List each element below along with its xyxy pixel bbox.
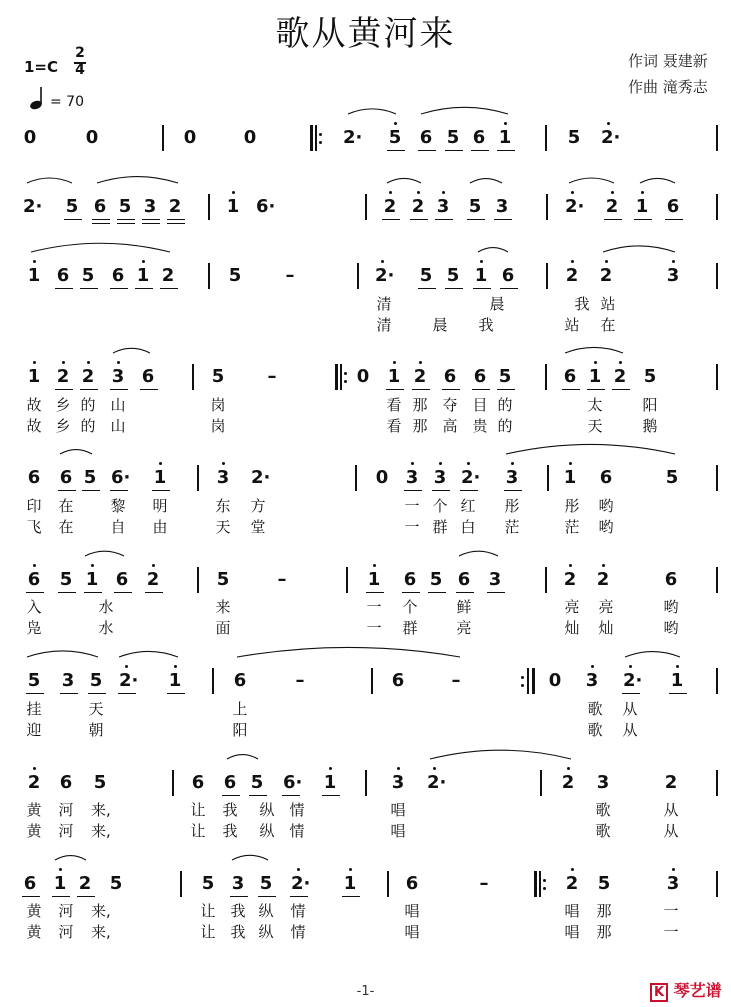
lyric-syllable: 纵 bbox=[258, 902, 274, 920]
jianpu-note: 5 bbox=[65, 196, 79, 217]
slur-arc bbox=[31, 243, 170, 252]
slur-arc bbox=[421, 107, 508, 114]
jianpu-note: – bbox=[479, 873, 489, 894]
lyric-syllable: 面 bbox=[215, 619, 231, 637]
jianpu-note: 5 bbox=[81, 265, 95, 286]
lyric-syllable: 灿 bbox=[598, 619, 614, 637]
jianpu-note: 2 bbox=[78, 873, 92, 894]
jianpu-note: 2· bbox=[601, 127, 621, 148]
jianpu-note: 6 bbox=[599, 467, 613, 488]
jianpu-note: 2 bbox=[413, 366, 427, 387]
lyric-syllable: 一 bbox=[663, 902, 679, 920]
lyric-syllable: 山 bbox=[110, 417, 126, 435]
jianpu-note: 2 bbox=[565, 265, 579, 286]
lyric-syllable: 天 bbox=[88, 700, 104, 718]
jianpu-note: 0 bbox=[85, 127, 99, 148]
jianpu-note: 1 bbox=[53, 873, 67, 894]
lyric-syllable: 太 bbox=[587, 396, 603, 414]
lyric-syllable: 唱 bbox=[390, 801, 406, 819]
jianpu-note: 3 bbox=[61, 670, 75, 691]
lyric-syllable: 让 bbox=[190, 801, 206, 819]
lyric-syllable: 的 bbox=[80, 417, 96, 435]
jianpu-note: 0 bbox=[356, 366, 370, 387]
lyric-syllable: 鲜 bbox=[456, 598, 472, 616]
jianpu-note: – bbox=[267, 366, 277, 387]
jianpu-note: 6 bbox=[403, 569, 417, 590]
jianpu-note: 5 bbox=[446, 265, 460, 286]
jianpu-note: 3 bbox=[596, 772, 610, 793]
lyric-syllable: 看 bbox=[386, 396, 402, 414]
lyric-syllable: 我 bbox=[230, 902, 246, 920]
lyric-syllable: 河 bbox=[58, 902, 74, 920]
lyric-syllable: 茫 bbox=[504, 518, 520, 536]
jianpu-note: 3 bbox=[391, 772, 405, 793]
slur-arc bbox=[27, 651, 98, 657]
lyric-syllable: 个 bbox=[432, 497, 448, 515]
lyric-syllable: 从 bbox=[622, 721, 638, 739]
jianpu-note: 5 bbox=[211, 366, 225, 387]
lyric-syllable: 晨 bbox=[489, 295, 505, 313]
jianpu-note: 6· bbox=[256, 196, 276, 217]
jianpu-note: 6 bbox=[472, 127, 486, 148]
jianpu-note: 5 bbox=[89, 670, 103, 691]
jianpu-note: 1 bbox=[367, 569, 381, 590]
lyric-syllable: 来, bbox=[91, 923, 111, 941]
jianpu-note: 2 bbox=[168, 196, 182, 217]
lyric-syllable: 在 bbox=[58, 518, 74, 536]
lyric-syllable: 天 bbox=[587, 417, 603, 435]
jianpu-note: 1 bbox=[226, 196, 240, 217]
jianpu-note: 6 bbox=[59, 772, 73, 793]
slur-arc bbox=[85, 551, 124, 556]
lyric-syllable: 天 bbox=[215, 518, 231, 536]
lyric-syllable: 一 bbox=[366, 598, 382, 616]
lyric-syllable: 那 bbox=[596, 902, 612, 920]
lyric-syllable: 站 bbox=[600, 295, 616, 313]
lyric-syllable: 来, bbox=[91, 822, 111, 840]
jianpu-note: 5 bbox=[429, 569, 443, 590]
lyric-syllable: 纵 bbox=[258, 923, 274, 941]
lyric-syllable: 亮 bbox=[598, 598, 614, 616]
jianpu-note: 0 bbox=[243, 127, 257, 148]
jianpu-note: 6· bbox=[283, 772, 303, 793]
site-logo bbox=[650, 978, 722, 1001]
jianpu-note: 6 bbox=[563, 366, 577, 387]
lyric-syllable: 黄 bbox=[26, 902, 42, 920]
lyric-syllable: 歌 bbox=[595, 801, 611, 819]
jianpu-note: 2 bbox=[27, 772, 41, 793]
jianpu-note: 2 bbox=[605, 196, 619, 217]
lyric-syllable: 来, bbox=[91, 801, 111, 819]
slur-arc bbox=[387, 178, 421, 183]
lyric-syllable: 由 bbox=[152, 518, 168, 536]
jianpu-note: 5 bbox=[567, 127, 581, 148]
lyric-syllable: 情 bbox=[290, 923, 306, 941]
lyric-syllable: 的 bbox=[80, 396, 96, 414]
jianpu-note: 2· bbox=[251, 467, 271, 488]
slur-arc bbox=[232, 855, 268, 860]
lyric-syllable: 阳 bbox=[642, 396, 658, 414]
lyric-syllable: 水 bbox=[98, 619, 114, 637]
lyric-syllable: 让 bbox=[200, 902, 216, 920]
lyric-syllable: 高 bbox=[442, 417, 458, 435]
lyric-syllable: 飞 bbox=[26, 518, 42, 536]
jianpu-note: 1 bbox=[27, 366, 41, 387]
lyric-syllable: 站 bbox=[564, 316, 580, 334]
jianpu-note: 5 bbox=[388, 127, 402, 148]
jianpu-note: 5 bbox=[59, 569, 73, 590]
lyric-syllable: 从 bbox=[622, 700, 638, 718]
slur-arc bbox=[113, 348, 150, 353]
song-title: 歌从黄河来 bbox=[275, 14, 456, 54]
jianpu-note: 2· bbox=[565, 196, 585, 217]
lyric-syllable: 我 bbox=[222, 822, 238, 840]
lyric-syllable: 我 bbox=[478, 316, 494, 334]
lyric-syllable: 亮 bbox=[456, 619, 472, 637]
jianpu-note: 2· bbox=[23, 196, 43, 217]
lyric-syllable: 唱 bbox=[404, 902, 420, 920]
jianpu-note: 5 bbox=[228, 265, 242, 286]
slur-arc bbox=[119, 651, 178, 657]
slur-arc bbox=[470, 179, 502, 183]
jianpu-note: 3 bbox=[436, 196, 450, 217]
jianpu-note: 2 bbox=[664, 772, 678, 793]
lyric-syllable: 在 bbox=[58, 497, 74, 515]
lyric-syllable: 彤 bbox=[504, 497, 520, 515]
jianpu-note: 5 bbox=[665, 467, 679, 488]
jianpu-note: 1 bbox=[168, 670, 182, 691]
jianpu-note: 5 bbox=[201, 873, 215, 894]
lyric-syllable: 情 bbox=[289, 822, 305, 840]
slur-arc bbox=[506, 444, 675, 454]
jianpu-note: 5 bbox=[597, 873, 611, 894]
jianpu-note: – bbox=[295, 670, 305, 691]
slur-arc bbox=[640, 178, 675, 183]
lyric-syllable: 群 bbox=[432, 518, 448, 536]
lyric-syllable: 岗 bbox=[210, 396, 226, 414]
jianpu-note: 6 bbox=[443, 366, 457, 387]
jianpu-note: 6 bbox=[473, 366, 487, 387]
lyricist-credit: 作词 聂建新 bbox=[628, 52, 708, 70]
slur-arc bbox=[97, 177, 178, 183]
jianpu-note: 1 bbox=[343, 873, 357, 894]
jianpu-note: 1 bbox=[85, 569, 99, 590]
jianpu-note: 5 bbox=[109, 873, 123, 894]
lyric-syllable: 鹅 bbox=[642, 417, 658, 435]
lyric-syllable: 河 bbox=[58, 923, 74, 941]
lyric-syllable: 歌 bbox=[587, 700, 603, 718]
lyric-syllable: 方 bbox=[250, 497, 266, 515]
lyric-syllable: 纵 bbox=[259, 822, 275, 840]
lyric-syllable: 黎 bbox=[110, 497, 126, 515]
logo-text: 琴艺谱 bbox=[673, 981, 722, 1000]
jianpu-note: 1 bbox=[323, 772, 337, 793]
jianpu-note: 2 bbox=[56, 366, 70, 387]
lyric-syllable: 印 bbox=[26, 497, 42, 515]
lyric-syllable: 白 bbox=[460, 518, 476, 536]
jianpu-note: 5 bbox=[216, 569, 230, 590]
jianpu-note: – bbox=[451, 670, 461, 691]
lyric-syllable: 黄 bbox=[26, 923, 42, 941]
jianpu-note: 2· bbox=[427, 772, 447, 793]
jianpu-note: 6 bbox=[56, 265, 70, 286]
composer-credit: 作曲 滝秀志 bbox=[628, 78, 708, 96]
jianpu-note: 6 bbox=[664, 569, 678, 590]
lyric-syllable: 乡 bbox=[55, 396, 71, 414]
slur-arc bbox=[237, 647, 460, 657]
slur-arc bbox=[60, 450, 92, 454]
lyric-syllable: 的 bbox=[497, 396, 513, 414]
jianpu-note: 1 bbox=[563, 467, 577, 488]
jianpu-note: 3 bbox=[143, 196, 157, 217]
lyric-syllable: 我 bbox=[230, 923, 246, 941]
slur-arc bbox=[55, 856, 86, 860]
jianpu-note: 1 bbox=[153, 467, 167, 488]
lyric-syllable: 看 bbox=[386, 417, 402, 435]
jianpu-note: 0 bbox=[548, 670, 562, 691]
slur-arc bbox=[227, 755, 258, 759]
jianpu-note: 1 bbox=[670, 670, 684, 691]
lyric-syllable: 彤 bbox=[564, 497, 580, 515]
slur-arc bbox=[569, 178, 614, 183]
jianpu-note: 5 bbox=[250, 772, 264, 793]
lyric-syllable: 从 bbox=[663, 822, 679, 840]
page-number: -1- bbox=[356, 984, 375, 999]
lyric-syllable: 阳 bbox=[232, 721, 248, 739]
lyric-syllable: 歌 bbox=[587, 721, 603, 739]
jianpu-note: 6 bbox=[141, 366, 155, 387]
jianpu-note: 5 bbox=[27, 670, 41, 691]
lyric-syllable: 夺 bbox=[442, 396, 458, 414]
lyric-syllable: 茫 bbox=[564, 518, 580, 536]
jianpu-note: 2· bbox=[461, 467, 481, 488]
lyric-syllable: 一 bbox=[366, 619, 382, 637]
jianpu-note: 6 bbox=[419, 127, 433, 148]
lyric-syllable: 目 bbox=[472, 396, 488, 414]
jianpu-note: 5 bbox=[468, 196, 482, 217]
lyric-syllable: 河 bbox=[58, 801, 74, 819]
jianpu-note: 2 bbox=[563, 569, 577, 590]
jianpu-note: 3 bbox=[488, 569, 502, 590]
lyric-syllable: 从 bbox=[663, 801, 679, 819]
lyric-syllable: 一 bbox=[404, 497, 420, 515]
jianpu-note: 2 bbox=[383, 196, 397, 217]
lyric-syllable: 上 bbox=[232, 700, 248, 718]
lyric-syllable: 明 bbox=[152, 497, 168, 515]
jianpu-note: 2 bbox=[411, 196, 425, 217]
jianpu-note: 5 bbox=[259, 873, 273, 894]
lyric-syllable: 河 bbox=[58, 822, 74, 840]
lyric-syllable: 情 bbox=[289, 801, 305, 819]
time-signature-top: 2 bbox=[75, 45, 85, 61]
lyric-syllable: 哟 bbox=[598, 518, 614, 536]
lyric-syllable: 凫 bbox=[26, 619, 42, 637]
lyric-syllable: 乡 bbox=[55, 417, 71, 435]
jianpu-note: 6 bbox=[115, 569, 129, 590]
time-signature-bottom: 4 bbox=[75, 62, 85, 78]
slur-arc bbox=[565, 347, 623, 353]
lyric-syllable: 清 bbox=[376, 295, 392, 313]
lyric-syllable: 唱 bbox=[390, 822, 406, 840]
lyric-syllable: 哟 bbox=[663, 598, 679, 616]
jianpu-note: 2 bbox=[161, 265, 175, 286]
lyric-syllable: 唱 bbox=[564, 923, 580, 941]
jianpu-note: 1 bbox=[387, 366, 401, 387]
lyric-syllable: 灿 bbox=[564, 619, 580, 637]
jianpu-note: 1 bbox=[588, 366, 602, 387]
lyric-syllable: 自 bbox=[110, 518, 126, 536]
jianpu-note: 6 bbox=[233, 670, 247, 691]
logo-mark-icon: K bbox=[650, 983, 668, 1002]
lyric-syllable: 那 bbox=[412, 396, 428, 414]
jianpu-note: 2 bbox=[565, 873, 579, 894]
lyric-syllable: 故 bbox=[26, 396, 42, 414]
lyric-syllable: 黄 bbox=[26, 822, 42, 840]
jianpu-note: 2 bbox=[596, 569, 610, 590]
jianpu-note: 6 bbox=[405, 873, 419, 894]
jianpu-note: 6 bbox=[93, 196, 107, 217]
lyric-syllable: 贵 bbox=[472, 417, 488, 435]
lyric-syllable: 入 bbox=[26, 598, 42, 616]
lyric-syllable: 让 bbox=[190, 822, 206, 840]
jianpu-note: 1 bbox=[474, 265, 488, 286]
tempo-marking: = 70 bbox=[50, 94, 84, 110]
jianpu-note: 3 bbox=[666, 873, 680, 894]
slur-arc bbox=[625, 652, 680, 657]
jianpu-note: 3 bbox=[585, 670, 599, 691]
jianpu-note: – bbox=[285, 265, 295, 286]
key-signature: 1=C bbox=[24, 58, 59, 76]
slur-arc bbox=[459, 551, 498, 556]
jianpu-note: 1 bbox=[498, 127, 512, 148]
slur-arc bbox=[603, 246, 675, 252]
lyric-syllable: 歌 bbox=[595, 822, 611, 840]
lyric-syllable: 一 bbox=[404, 518, 420, 536]
lyric-syllable: 东 bbox=[215, 497, 231, 515]
lyric-syllable: 那 bbox=[412, 417, 428, 435]
jianpu-note: 2 bbox=[613, 366, 627, 387]
jianpu-note: 5 bbox=[498, 366, 512, 387]
jianpu-note: 3 bbox=[495, 196, 509, 217]
jianpu-note: 6 bbox=[59, 467, 73, 488]
jianpu-note: 2 bbox=[561, 772, 575, 793]
lyric-syllable: 纵 bbox=[259, 801, 275, 819]
jianpu-note: – bbox=[277, 569, 287, 590]
jianpu-note: 6 bbox=[191, 772, 205, 793]
lyric-syllable: 岗 bbox=[210, 417, 226, 435]
jianpu-note: 5 bbox=[83, 467, 97, 488]
slur-arc bbox=[430, 750, 571, 759]
jianpu-note: 6 bbox=[457, 569, 471, 590]
lyric-syllable: 黄 bbox=[26, 801, 42, 819]
jianpu-note: 3 bbox=[216, 467, 230, 488]
jianpu-note: 2· bbox=[291, 873, 311, 894]
lyric-syllable: 故 bbox=[26, 417, 42, 435]
jianpu-note: 5 bbox=[93, 772, 107, 793]
lyric-syllable: 亮 bbox=[564, 598, 580, 616]
jianpu-note: 5 bbox=[643, 366, 657, 387]
jianpu-note: 3 bbox=[111, 366, 125, 387]
lyric-syllable: 唱 bbox=[404, 923, 420, 941]
jianpu-note: 1 bbox=[635, 196, 649, 217]
lyric-syllable: 晨 bbox=[432, 316, 448, 334]
jianpu-note: 2 bbox=[146, 569, 160, 590]
jianpu-note: 0 bbox=[23, 127, 37, 148]
lyric-syllable: 让 bbox=[200, 923, 216, 941]
lyric-syllable: 在 bbox=[600, 316, 616, 334]
lyric-syllable: 个 bbox=[402, 598, 418, 616]
lyric-syllable: 我 bbox=[574, 295, 590, 313]
lyric-syllable: 挂 bbox=[26, 700, 42, 718]
jianpu-note: 6 bbox=[111, 265, 125, 286]
lyric-syllable: 来, bbox=[91, 902, 111, 920]
jianpu-note: 6 bbox=[27, 467, 41, 488]
slur-arc bbox=[27, 178, 72, 183]
jianpu-note: 5 bbox=[419, 265, 433, 286]
slur-arc bbox=[348, 109, 396, 114]
jianpu-note: 5 bbox=[446, 127, 460, 148]
jianpu-note: 6· bbox=[111, 467, 131, 488]
slur-arc bbox=[478, 248, 508, 252]
lyric-syllable: 群 bbox=[402, 619, 418, 637]
jianpu-note: 6 bbox=[666, 196, 680, 217]
lyric-syllable: 清 bbox=[376, 316, 392, 334]
lyric-syllable: 迎 bbox=[26, 721, 42, 739]
jianpu-note: 2 bbox=[599, 265, 613, 286]
lyric-syllable: 我 bbox=[222, 801, 238, 819]
lyric-syllable: 唱 bbox=[564, 902, 580, 920]
jianpu-note: 2 bbox=[81, 366, 95, 387]
jianpu-note: 3 bbox=[231, 873, 245, 894]
jianpu-note: 6 bbox=[391, 670, 405, 691]
lyric-syllable: 情 bbox=[290, 902, 306, 920]
lyric-syllable: 那 bbox=[596, 923, 612, 941]
lyric-syllable: 来 bbox=[215, 598, 231, 616]
lyric-syllable: 朝 bbox=[88, 721, 104, 739]
jianpu-note: 2· bbox=[119, 670, 139, 691]
lyric-syllable: 水 bbox=[98, 598, 114, 616]
lyric-syllable: 哟 bbox=[598, 497, 614, 515]
jianpu-note: 2· bbox=[375, 265, 395, 286]
jianpu-note: 0 bbox=[183, 127, 197, 148]
jianpu-note: 2· bbox=[343, 127, 363, 148]
jianpu-note: 5 bbox=[118, 196, 132, 217]
lyric-syllable: 一 bbox=[663, 923, 679, 941]
lyric-syllable: 哟 bbox=[663, 619, 679, 637]
jianpu-note: 6 bbox=[27, 569, 41, 590]
jianpu-note: 3 bbox=[405, 467, 419, 488]
lyric-syllable: 山 bbox=[110, 396, 126, 414]
jianpu-note: 3 bbox=[433, 467, 447, 488]
lyric-syllable: 红 bbox=[460, 497, 476, 515]
jianpu-note: 3 bbox=[505, 467, 519, 488]
jianpu-note: 0 bbox=[375, 467, 389, 488]
jianpu-note: 1 bbox=[136, 265, 150, 286]
jianpu-note: 1 bbox=[27, 265, 41, 286]
jianpu-note: 3 bbox=[666, 265, 680, 286]
jianpu-note: 6 bbox=[23, 873, 37, 894]
jianpu-note: 6 bbox=[501, 265, 515, 286]
jianpu-note: 2· bbox=[623, 670, 643, 691]
jianpu-note: 6 bbox=[223, 772, 237, 793]
lyric-syllable: 堂 bbox=[250, 518, 266, 536]
lyric-syllable: 的 bbox=[497, 417, 513, 435]
